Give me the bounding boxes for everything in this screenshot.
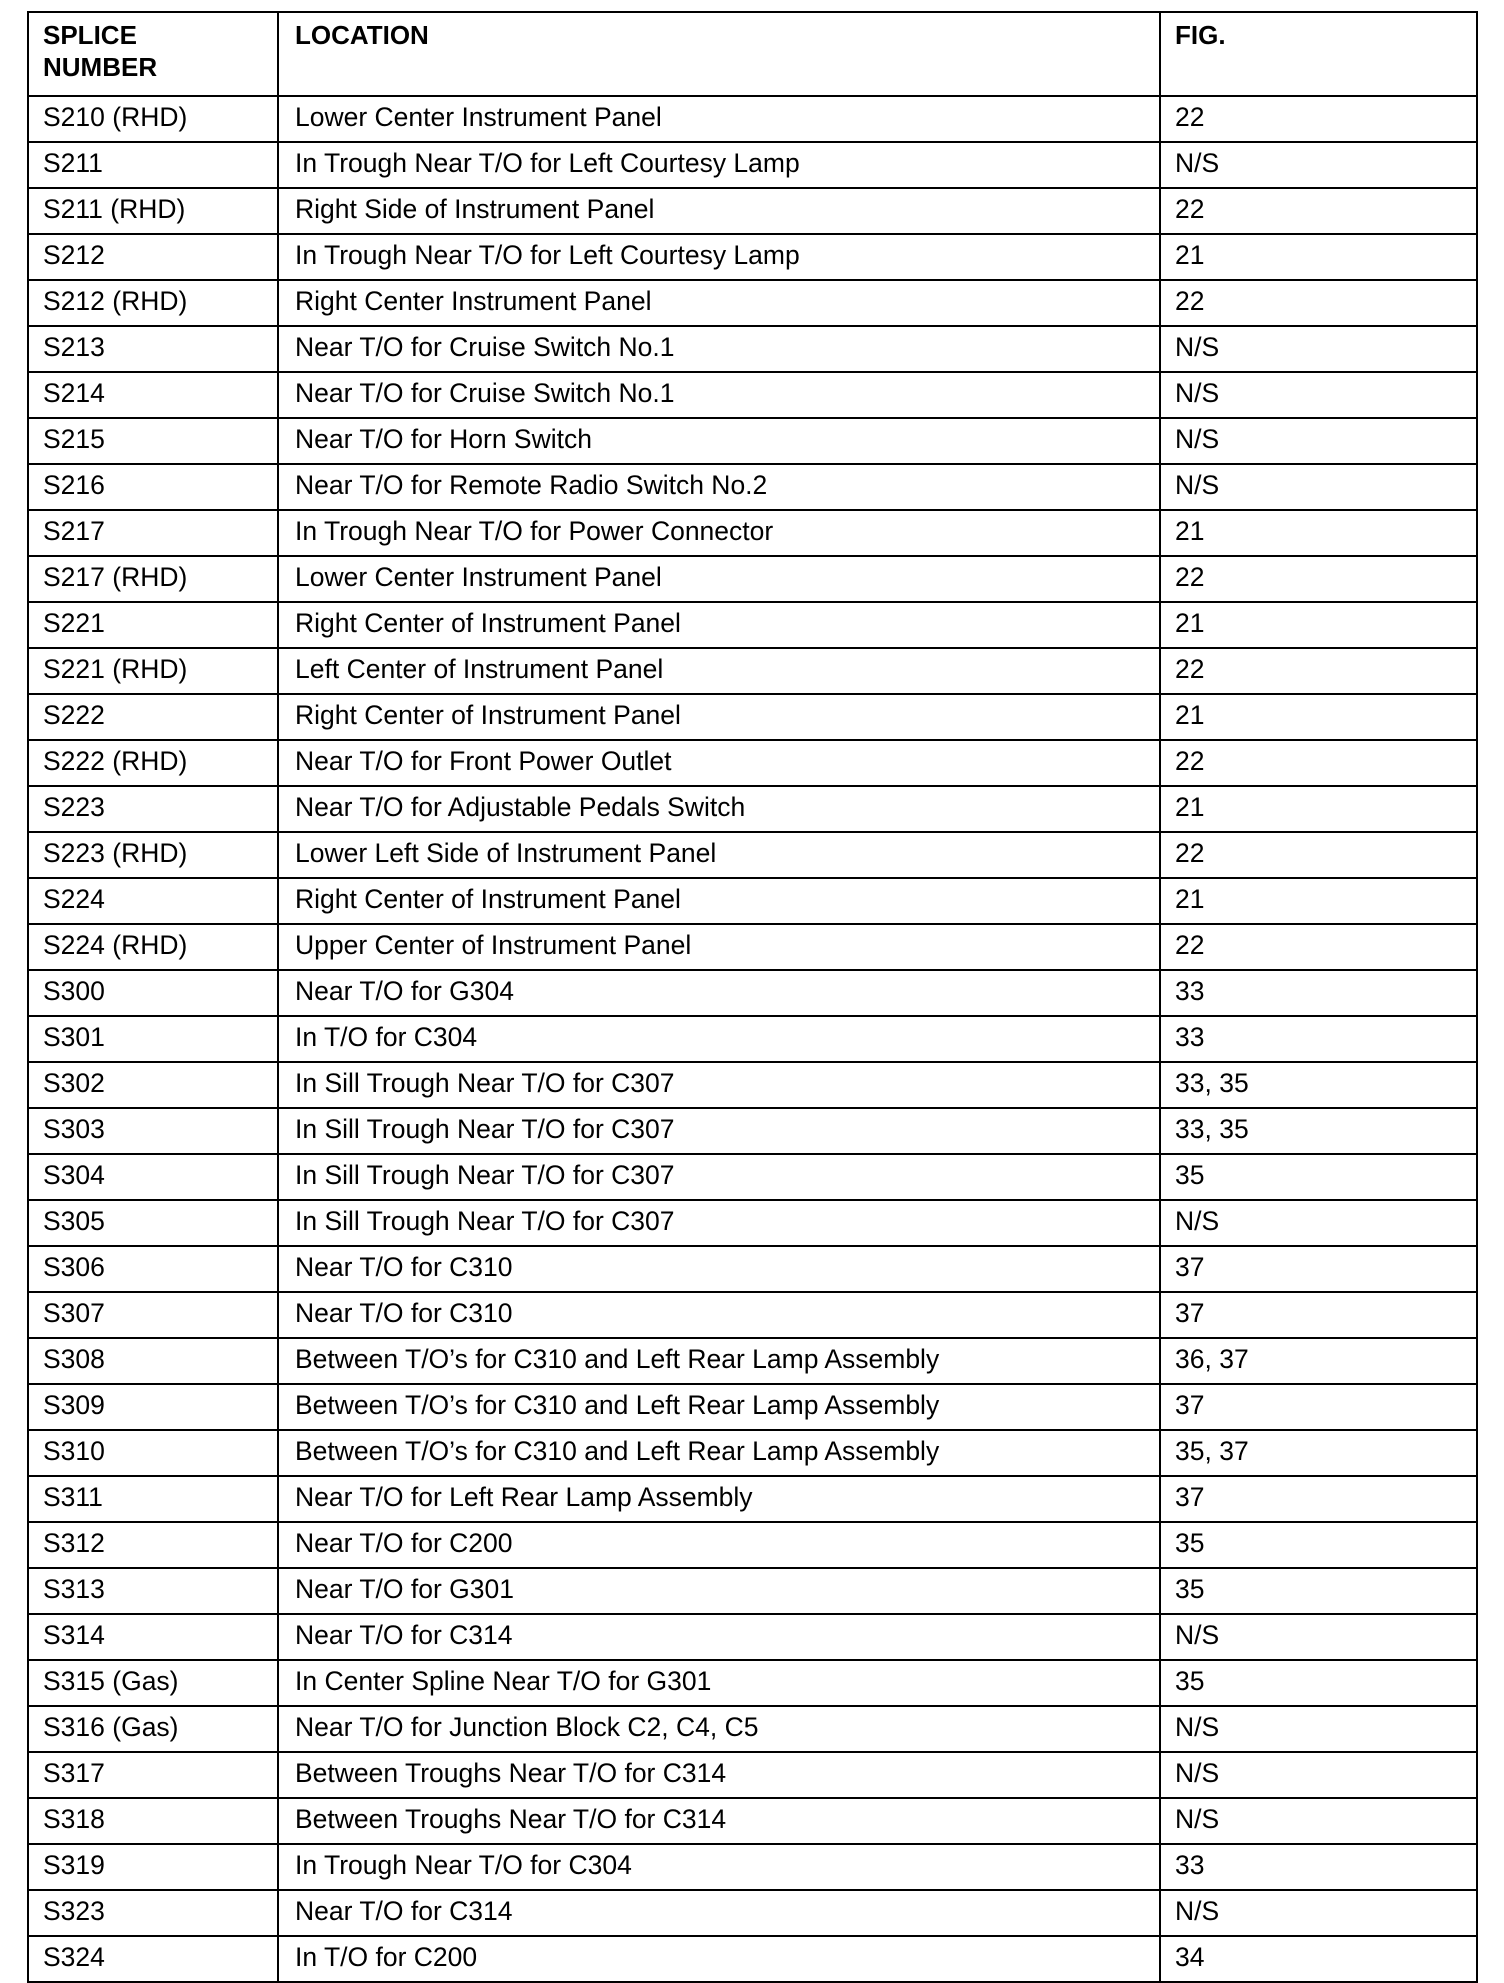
location-cell: In Sill Trough Near T/O for C307 — [278, 1200, 1160, 1246]
table-row — [28, 1154, 1477, 1200]
splice-number-cell: S314 — [28, 1614, 278, 1660]
table-row — [28, 878, 1477, 924]
fig-cell: 35 — [1160, 1522, 1477, 1568]
location-cell: Near T/O for C200 — [278, 1522, 1160, 1568]
splice-number-cell: S217 (RHD) — [28, 556, 278, 602]
table-row — [28, 602, 1477, 648]
fig-cell: 33, 35 — [1160, 1108, 1477, 1154]
splice-number-cell: S221 (RHD) — [28, 648, 278, 694]
location-cell: Near T/O for Front Power Outlet — [278, 740, 1160, 786]
table-row — [28, 234, 1477, 280]
fig-cell: 37 — [1160, 1292, 1477, 1338]
splice-number-cell: S212 — [28, 234, 278, 280]
table-row — [28, 1476, 1477, 1522]
splice-number-cell: S311 — [28, 1476, 278, 1522]
location-cell: Right Side of Instrument Panel — [278, 188, 1160, 234]
splice-number-cell: S300 — [28, 970, 278, 1016]
table-row — [28, 418, 1477, 464]
splice-number-cell: S308 — [28, 1338, 278, 1384]
splice-number-cell: S324 — [28, 1936, 278, 1982]
splice-number-cell: S211 (RHD) — [28, 188, 278, 234]
fig-cell: 21 — [1160, 786, 1477, 832]
fig-cell: N/S — [1160, 418, 1477, 464]
location-cell: Between Troughs Near T/O for C314 — [278, 1798, 1160, 1844]
header-splice-number — [28, 12, 278, 96]
splice-location-table — [27, 11, 1478, 1983]
splice-number-cell: S215 — [28, 418, 278, 464]
location-cell: In Sill Trough Near T/O for C307 — [278, 1108, 1160, 1154]
table-row — [28, 510, 1477, 556]
location-cell: Between T/O’s for C310 and Left Rear Lamp Assembly — [278, 1430, 1160, 1476]
table-row — [28, 280, 1477, 326]
table-row — [28, 1706, 1477, 1752]
fig-cell: 21 — [1160, 234, 1477, 280]
table-row — [28, 1292, 1477, 1338]
location-cell: Lower Center Instrument Panel — [278, 556, 1160, 602]
fig-cell: 21 — [1160, 510, 1477, 556]
splice-number-cell: S222 (RHD) — [28, 740, 278, 786]
fig-cell: 33 — [1160, 1016, 1477, 1062]
table-row — [28, 786, 1477, 832]
location-cell: Between Troughs Near T/O for C314 — [278, 1752, 1160, 1798]
header-splice-line2: NUMBER — [43, 52, 158, 82]
fig-cell: N/S — [1160, 1752, 1477, 1798]
location-cell: In Center Spline Near T/O for G301 — [278, 1660, 1160, 1706]
location-cell: Near T/O for Junction Block C2, C4, C5 — [278, 1706, 1160, 1752]
fig-cell: 22 — [1160, 556, 1477, 602]
table-row — [28, 1522, 1477, 1568]
table-row — [28, 1108, 1477, 1154]
table-row — [28, 924, 1477, 970]
fig-cell: N/S — [1160, 326, 1477, 372]
fig-cell: 35 — [1160, 1154, 1477, 1200]
location-cell: Near T/O for Left Rear Lamp Assembly — [278, 1476, 1160, 1522]
table-row — [28, 464, 1477, 510]
location-cell: In Sill Trough Near T/O for C307 — [278, 1154, 1160, 1200]
location-cell: Between T/O’s for C310 and Left Rear Lamp Assembly — [278, 1384, 1160, 1430]
location-cell: In Trough Near T/O for Power Connector — [278, 510, 1160, 556]
fig-cell: 22 — [1160, 740, 1477, 786]
splice-number-cell: S312 — [28, 1522, 278, 1568]
splice-number-cell: S221 — [28, 602, 278, 648]
fig-cell: N/S — [1160, 1200, 1477, 1246]
table-body — [28, 96, 1477, 1982]
table-row — [28, 1430, 1477, 1476]
splice-number-cell: S214 — [28, 372, 278, 418]
fig-cell: 22 — [1160, 648, 1477, 694]
fig-cell: 22 — [1160, 832, 1477, 878]
splice-number-cell: S313 — [28, 1568, 278, 1614]
location-cell: Upper Center of Instrument Panel — [278, 924, 1160, 970]
fig-cell: N/S — [1160, 464, 1477, 510]
table-row — [28, 188, 1477, 234]
splice-number-cell: S310 — [28, 1430, 278, 1476]
table-row — [28, 1660, 1477, 1706]
table-row — [28, 372, 1477, 418]
splice-number-cell: S217 — [28, 510, 278, 556]
splice-number-cell: S211 — [28, 142, 278, 188]
table-row — [28, 96, 1477, 142]
fig-cell: 33, 35 — [1160, 1062, 1477, 1108]
location-cell: In Trough Near T/O for C304 — [278, 1844, 1160, 1890]
location-cell: Near T/O for C310 — [278, 1292, 1160, 1338]
location-cell: Near T/O for C314 — [278, 1890, 1160, 1936]
splice-number-cell: S216 — [28, 464, 278, 510]
fig-cell: N/S — [1160, 142, 1477, 188]
fig-cell: 21 — [1160, 878, 1477, 924]
fig-cell: 33 — [1160, 1844, 1477, 1890]
fig-cell: 34 — [1160, 1936, 1477, 1982]
splice-number-cell: S306 — [28, 1246, 278, 1292]
table-row — [28, 326, 1477, 372]
splice-number-cell: S213 — [28, 326, 278, 372]
location-cell: In T/O for C304 — [278, 1016, 1160, 1062]
fig-cell: 37 — [1160, 1476, 1477, 1522]
location-cell: Lower Center Instrument Panel — [278, 96, 1160, 142]
splice-number-cell: S323 — [28, 1890, 278, 1936]
fig-cell: 36, 37 — [1160, 1338, 1477, 1384]
location-cell: Near T/O for Adjustable Pedals Switch — [278, 786, 1160, 832]
header-location: LOCATION — [278, 12, 1160, 96]
fig-cell: N/S — [1160, 1706, 1477, 1752]
fig-cell: N/S — [1160, 1798, 1477, 1844]
splice-number-cell: S223 — [28, 786, 278, 832]
location-cell: Right Center of Instrument Panel — [278, 878, 1160, 924]
location-cell: Right Center of Instrument Panel — [278, 602, 1160, 648]
splice-number-cell: S302 — [28, 1062, 278, 1108]
fig-cell: 35 — [1160, 1568, 1477, 1614]
splice-number-cell: S210 (RHD) — [28, 96, 278, 142]
table-row — [28, 1798, 1477, 1844]
splice-number-cell: S301 — [28, 1016, 278, 1062]
splice-number-cell: S316 (Gas) — [28, 1706, 278, 1752]
fig-cell: 22 — [1160, 96, 1477, 142]
fig-cell: 35, 37 — [1160, 1430, 1477, 1476]
table-row — [28, 1062, 1477, 1108]
location-cell: Near T/O for C310 — [278, 1246, 1160, 1292]
location-cell: Near T/O for Remote Radio Switch No.2 — [278, 464, 1160, 510]
splice-number-cell: S222 — [28, 694, 278, 740]
splice-number-cell: S303 — [28, 1108, 278, 1154]
table-row — [28, 1936, 1477, 1982]
table-row — [28, 1338, 1477, 1384]
location-cell: Between T/O’s for C310 and Left Rear Lamp Assembly — [278, 1338, 1160, 1384]
splice-number-cell: S305 — [28, 1200, 278, 1246]
splice-number-cell: S315 (Gas) — [28, 1660, 278, 1706]
fig-cell: 33 — [1160, 970, 1477, 1016]
location-cell: Near T/O for Cruise Switch No.1 — [278, 372, 1160, 418]
fig-cell: 35 — [1160, 1660, 1477, 1706]
location-cell: In Trough Near T/O for Left Courtesy Lamp — [278, 234, 1160, 280]
location-cell: Right Center Instrument Panel — [278, 280, 1160, 326]
splice-number-cell: S224 — [28, 878, 278, 924]
fig-cell: N/S — [1160, 372, 1477, 418]
location-cell: Right Center of Instrument Panel — [278, 694, 1160, 740]
splice-number-cell: S309 — [28, 1384, 278, 1430]
table-row — [28, 648, 1477, 694]
location-cell: In T/O for C200 — [278, 1936, 1160, 1982]
header-splice-line1: SPLICE — [43, 20, 137, 50]
table-row — [28, 1890, 1477, 1936]
table-row — [28, 832, 1477, 878]
splice-number-cell: S317 — [28, 1752, 278, 1798]
table-row — [28, 142, 1477, 188]
table-row — [28, 1200, 1477, 1246]
fig-cell: 37 — [1160, 1384, 1477, 1430]
fig-cell: 22 — [1160, 188, 1477, 234]
splice-number-cell: S223 (RHD) — [28, 832, 278, 878]
table-row — [28, 1246, 1477, 1292]
header-fig: FIG. — [1160, 12, 1477, 96]
location-cell: Near T/O for G301 — [278, 1568, 1160, 1614]
splice-number-cell: S304 — [28, 1154, 278, 1200]
splice-number-cell: S318 — [28, 1798, 278, 1844]
table-row — [28, 1568, 1477, 1614]
table-row — [28, 556, 1477, 602]
table-row — [28, 1016, 1477, 1062]
table-row — [28, 970, 1477, 1016]
fig-cell: 21 — [1160, 602, 1477, 648]
splice-number-cell: S319 — [28, 1844, 278, 1890]
table-row — [28, 1614, 1477, 1660]
table-row — [28, 694, 1477, 740]
fig-cell: 22 — [1160, 280, 1477, 326]
location-cell: Near T/O for Cruise Switch No.1 — [278, 326, 1160, 372]
location-cell: In Sill Trough Near T/O for C307 — [278, 1062, 1160, 1108]
table-header-row — [28, 12, 1477, 96]
location-cell: Lower Left Side of Instrument Panel — [278, 832, 1160, 878]
table-row — [28, 740, 1477, 786]
table-row — [28, 1384, 1477, 1430]
table-row — [28, 1752, 1477, 1798]
location-cell: Near T/O for Horn Switch — [278, 418, 1160, 464]
location-cell: Near T/O for C314 — [278, 1614, 1160, 1660]
location-cell: In Trough Near T/O for Left Courtesy Lamp — [278, 142, 1160, 188]
splice-number-cell: S307 — [28, 1292, 278, 1338]
splice-number-cell: S224 (RHD) — [28, 924, 278, 970]
location-cell: Near T/O for G304 — [278, 970, 1160, 1016]
fig-cell: 37 — [1160, 1246, 1477, 1292]
fig-cell: 22 — [1160, 924, 1477, 970]
fig-cell: 21 — [1160, 694, 1477, 740]
fig-cell: N/S — [1160, 1614, 1477, 1660]
splice-number-cell: S212 (RHD) — [28, 280, 278, 326]
table-row — [28, 1844, 1477, 1890]
location-cell: Left Center of Instrument Panel — [278, 648, 1160, 694]
fig-cell: N/S — [1160, 1890, 1477, 1936]
